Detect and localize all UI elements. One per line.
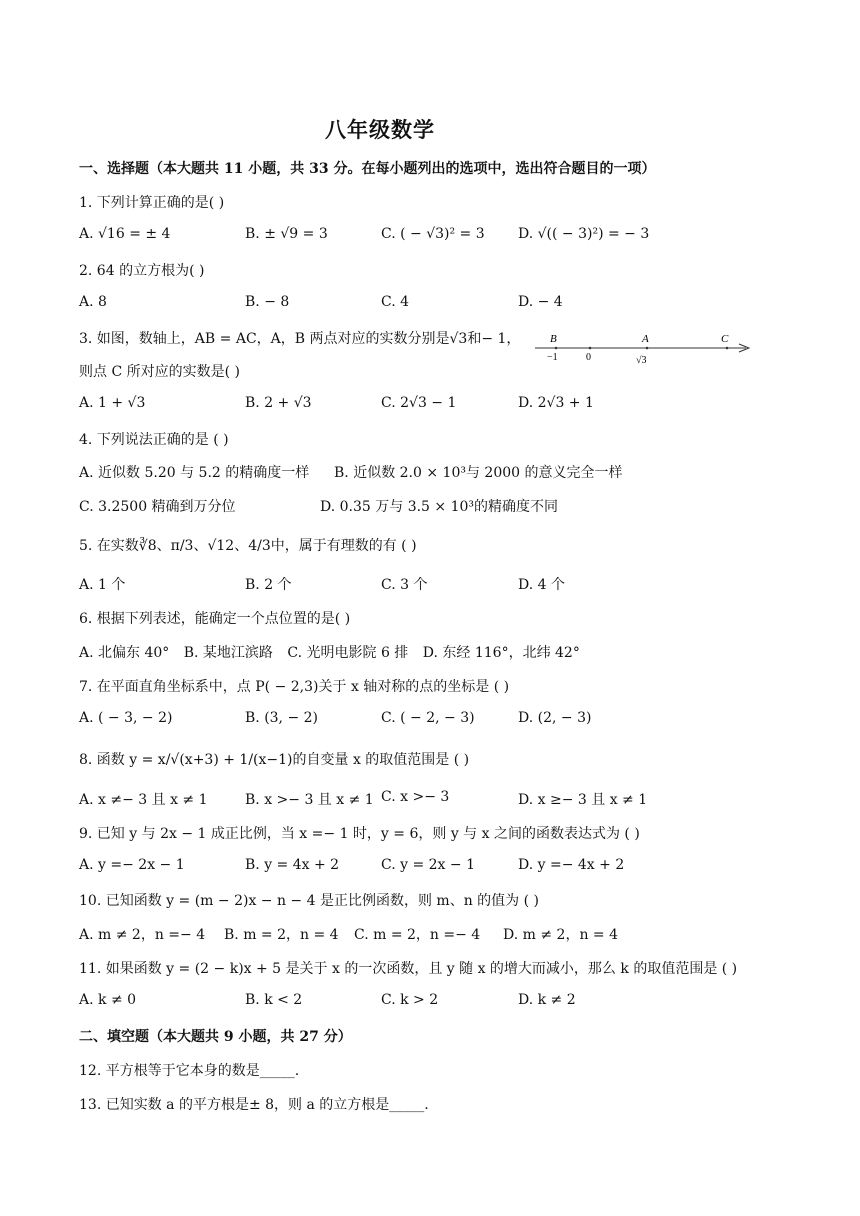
option-a: A. 近似数 5.20 与 5.2 的精确度一样 — [79, 465, 310, 481]
question-options — [79, 789, 799, 811]
option-b: B. m = 2，n = 4 — [224, 927, 339, 943]
question-options — [79, 462, 799, 484]
question-options — [79, 496, 799, 518]
tick-label-zero: 0 — [586, 352, 591, 363]
page-title: 八年级数学 — [325, 117, 435, 142]
option-b: B. − 8 — [245, 294, 290, 310]
option-c: C. x >− 3 — [381, 789, 450, 805]
question-stem: 11. 如果函数 y = (2 − k)x + 5 是关于 x 的一次函数，且 y 随 x 的增大而减小，那么 k 的取值范围是 ( ) — [79, 961, 738, 977]
question-options — [79, 924, 799, 946]
option-d: D. √(( − 3)²) = − 3 — [518, 226, 650, 242]
tick-label-neg1: −1 — [547, 352, 558, 363]
option-b: B. 近似数 2.0 × 10³与 2000 的意义完全一样 — [334, 465, 623, 481]
point-b — [555, 347, 558, 350]
option-c: C. 3 个 — [381, 577, 428, 593]
question-stem-continued: 则点 C 所对应的实数是( ) — [79, 364, 240, 380]
option-d: D. 4 个 — [518, 577, 565, 593]
label-c: C — [721, 333, 729, 345]
label-b: B — [550, 333, 557, 345]
option-a: A. 1 个 — [79, 577, 126, 593]
question-stem: 6. 根据下列表述，能确定一个点位置的是( ) — [79, 611, 351, 627]
option-d: D. 东经 116°，北纬 42° — [422, 645, 580, 661]
option-c: C. k > 2 — [381, 992, 439, 1008]
option-b: B. 2 + √3 — [245, 395, 312, 411]
question-options — [79, 395, 799, 417]
question-stem: 3. 如图，数轴上，AB = AC，A，B 两点对应的实数分别是√3和− 1， — [79, 331, 521, 347]
option-a: A. 1 + √3 — [79, 395, 146, 411]
question-stem: 2. 64 的立方根为( ) — [79, 263, 205, 279]
fill-question: 12. 平方根等于它本身的数是_____. — [79, 1063, 300, 1079]
question-stem: 10. 已知函数 y = (m − 2)x − n − 4 是正比例函数，则 m、n 的值为 ( ) — [79, 893, 539, 909]
point-a — [646, 347, 649, 350]
number-line-figure — [530, 330, 760, 372]
option-c: C. y = 2x − 1 — [381, 857, 475, 873]
point-c — [726, 347, 729, 350]
tick-label-sqrt3: √3 — [636, 355, 647, 366]
option-c: C. 光明电影院 6 排 — [287, 645, 409, 661]
option-d: D. k ≠ 2 — [518, 992, 576, 1008]
option-a: A. y =− 2x − 1 — [79, 857, 185, 873]
section-heading-fill: 二、填空题（本大题共 9 小题，共 27 分） — [79, 1029, 352, 1045]
option-c: C. 3.2500 精确到万分位 — [79, 499, 236, 515]
section-heading-choice: 一、选择题（本大题共 11 小题，共 33 分。在每小题列出的选项中，选出符合题目的一项） — [79, 161, 656, 177]
option-b: B. ± √9 = 3 — [245, 226, 328, 242]
point-origin — [589, 347, 592, 350]
question-options — [79, 710, 799, 732]
question-stem: 8. 函数 y = x/√(x+3) + 1/(x−1)的自变量 x 的取值范围是 ( ) — [79, 752, 470, 768]
label-a: A — [642, 333, 649, 345]
question-stem: 4. 下列说法正确的是 ( ) — [79, 432, 229, 448]
option-b: B. 某地江滨路 — [183, 645, 273, 661]
option-d: D. − 4 — [518, 294, 563, 310]
question-stem: 1. 下列计算正确的是( ) — [79, 195, 225, 211]
option-c: C. ( − √3)² = 3 — [381, 226, 485, 242]
option-d: D. x ≥− 3 且 x ≠ 1 — [518, 792, 648, 808]
option-a: A. 8 — [79, 294, 107, 310]
option-a: A. m ≠ 2，n =− 4 — [79, 927, 206, 943]
question-options — [79, 294, 799, 316]
option-c: C. ( − 2, − 3) — [381, 710, 475, 726]
option-d: D. (2, − 3) — [518, 710, 592, 726]
option-d: D. 0.35 万与 3.5 × 10³的精确度不同 — [320, 499, 559, 515]
option-d: D. 2√3 + 1 — [518, 395, 594, 411]
option-b: B. (3, − 2) — [245, 710, 319, 726]
question-options — [79, 574, 799, 596]
question-options — [79, 226, 799, 248]
option-d: D. y =− 4x + 2 — [518, 857, 625, 873]
option-a: A. k ≠ 0 — [79, 992, 137, 1008]
option-b: B. x >− 3 且 x ≠ 1 — [245, 792, 374, 808]
option-b: B. 2 个 — [245, 577, 292, 593]
option-b: B. k < 2 — [245, 992, 303, 1008]
question-options — [79, 857, 799, 879]
option-a: A. ( − 3, − 2) — [79, 710, 173, 726]
option-d: D. m ≠ 2，n = 4 — [503, 927, 618, 943]
option-c: C. 4 — [381, 294, 410, 310]
question-options — [79, 992, 799, 1014]
question-options — [79, 642, 590, 662]
option-a: A. √16 = ± 4 — [79, 226, 171, 242]
fill-question: 13. 已知实数 a 的平方根是± 8，则 a 的立方根是_____. — [79, 1097, 429, 1113]
option-c: C. 2√3 − 1 — [381, 395, 457, 411]
option-a: A. 北偏东 40° — [79, 645, 170, 661]
question-stem: 9. 已知 y 与 2x − 1 成正比例，当 x =− 1 时，y = 6，则 y 与 x 之间的函数表达式为 ( ) — [79, 826, 640, 842]
option-a: A. x ≠− 3 且 x ≠ 1 — [79, 792, 208, 808]
option-c: C. m = 2，n =− 4 — [354, 927, 481, 943]
option-b: B. y = 4x + 2 — [245, 857, 340, 873]
question-stem: 7. 在平面直角坐标系中，点 P( − 2,3)关于 x 轴对称的点的坐标是 ( ) — [79, 679, 510, 695]
question-stem: 5. 在实数∛8、π/3、√12、4/3中，属于有理数的有 ( ) — [79, 538, 417, 554]
